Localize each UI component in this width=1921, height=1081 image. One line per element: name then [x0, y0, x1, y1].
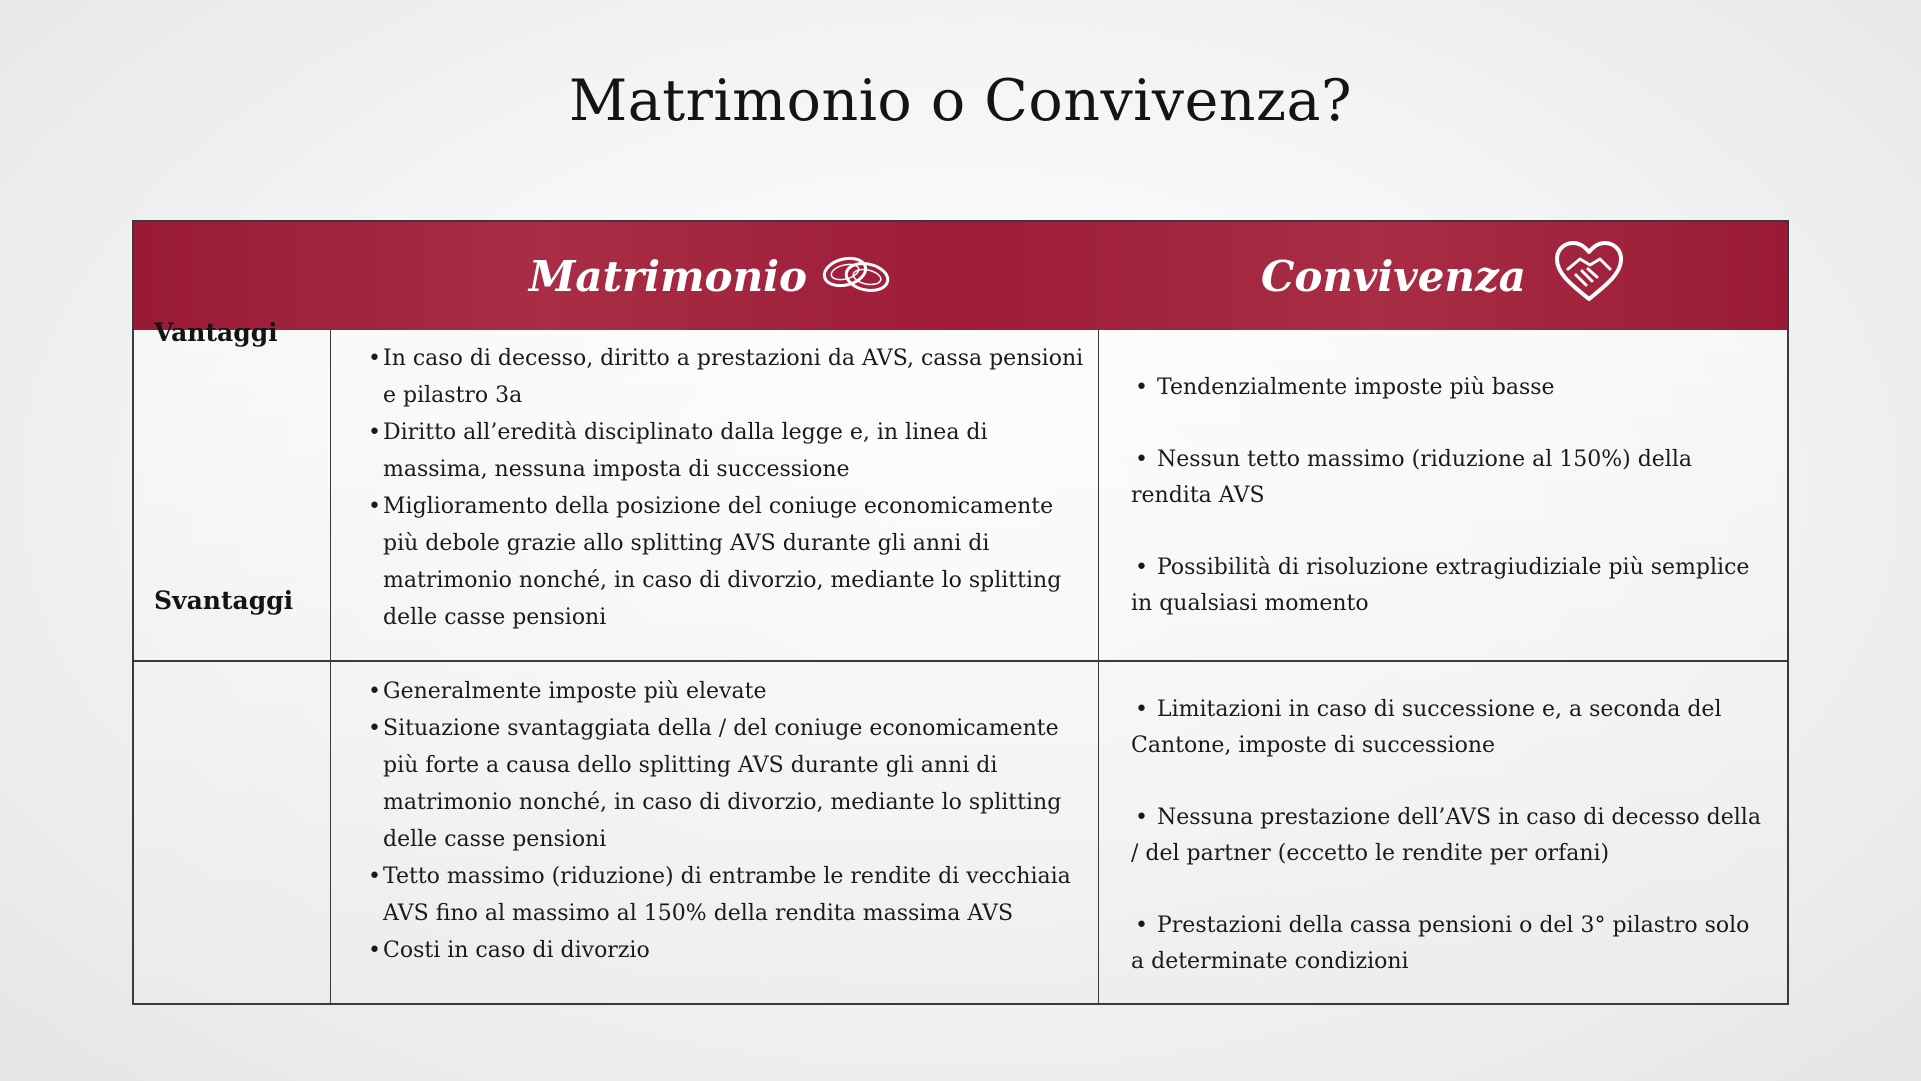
list-item: • Situazione svantaggiata della / del coniuge economicamente più forte a causa dello splitting AVS durante gli anni di matrimonio nonché, in caso di divorzio, mediante lo splitting delle casse pensioni — [368, 710, 1088, 858]
comparison-table — [132, 220, 1789, 1005]
column-divider — [330, 330, 331, 1003]
wedding-rings-icon — [817, 246, 897, 306]
list-item: • Tendenzialmente imposte più basse — [1135, 375, 1555, 400]
row-divider — [134, 660, 1787, 662]
cell-svantaggi-matrimonio — [368, 673, 1088, 969]
list-item: • Costi in caso di divorzio — [368, 932, 1088, 969]
column-header-label: Convivenza — [1260, 251, 1527, 301]
list-item: • In caso di decesso, diritto a prestazioni da AVS, cassa pensioni e pilastro 3a — [368, 340, 1088, 414]
cell-vantaggi-convivenza — [1131, 370, 1761, 622]
list-item: • Generalmente imposte più elevate — [368, 673, 1088, 710]
row-label-svantaggi: Svantaggi — [154, 586, 294, 615]
column-header-label: Matrimonio — [528, 251, 808, 301]
list-item: • Prestazioni della cassa pensioni o del 3° pilastro solo a determinate condizioni — [1131, 913, 1750, 974]
row-label-vantaggi: Vantaggi — [154, 318, 278, 347]
table-header — [134, 222, 1787, 330]
list-item: • Tetto massimo (riduzione) di entrambe le rendite di vecchiaia AVS fino al massimo al 150% della rendita massima AVS — [368, 858, 1088, 932]
list-item: • Miglioramento della posizione del coniuge economicamente più debole grazie allo splitting AVS durante gli anni di matrimonio nonché, in caso di divorzio, mediante lo splitting delle casse pensioni — [368, 488, 1088, 636]
column-divider — [1098, 330, 1099, 1003]
column-header-convivenza — [1098, 222, 1789, 330]
list-item: • Possibilità di risoluzione extragiudiziale più semplice in qualsiasi momento — [1131, 555, 1750, 616]
list-item: • Limitazioni in caso di successione e, a seconda del Cantone, imposte di successione — [1131, 697, 1722, 758]
column-header-matrimonio — [330, 222, 1096, 330]
heart-handshake-icon — [1552, 239, 1626, 313]
page-title: Matrimonio o Convivenza? — [568, 68, 1353, 134]
list-item: • Diritto all’eredità disciplinato dalla legge e, in linea di massima, nessuna imposta di successione — [368, 414, 1088, 488]
list-item: • Nessuna prestazione dell’AVS in caso di decesso della / del partner (eccetto le rendite per orfani) — [1131, 805, 1761, 866]
cell-vantaggi-matrimonio — [368, 340, 1088, 636]
list-item: • Nessun tetto massimo (riduzione al 150%) della rendita AVS — [1131, 447, 1692, 508]
cell-svantaggi-convivenza — [1131, 692, 1761, 980]
